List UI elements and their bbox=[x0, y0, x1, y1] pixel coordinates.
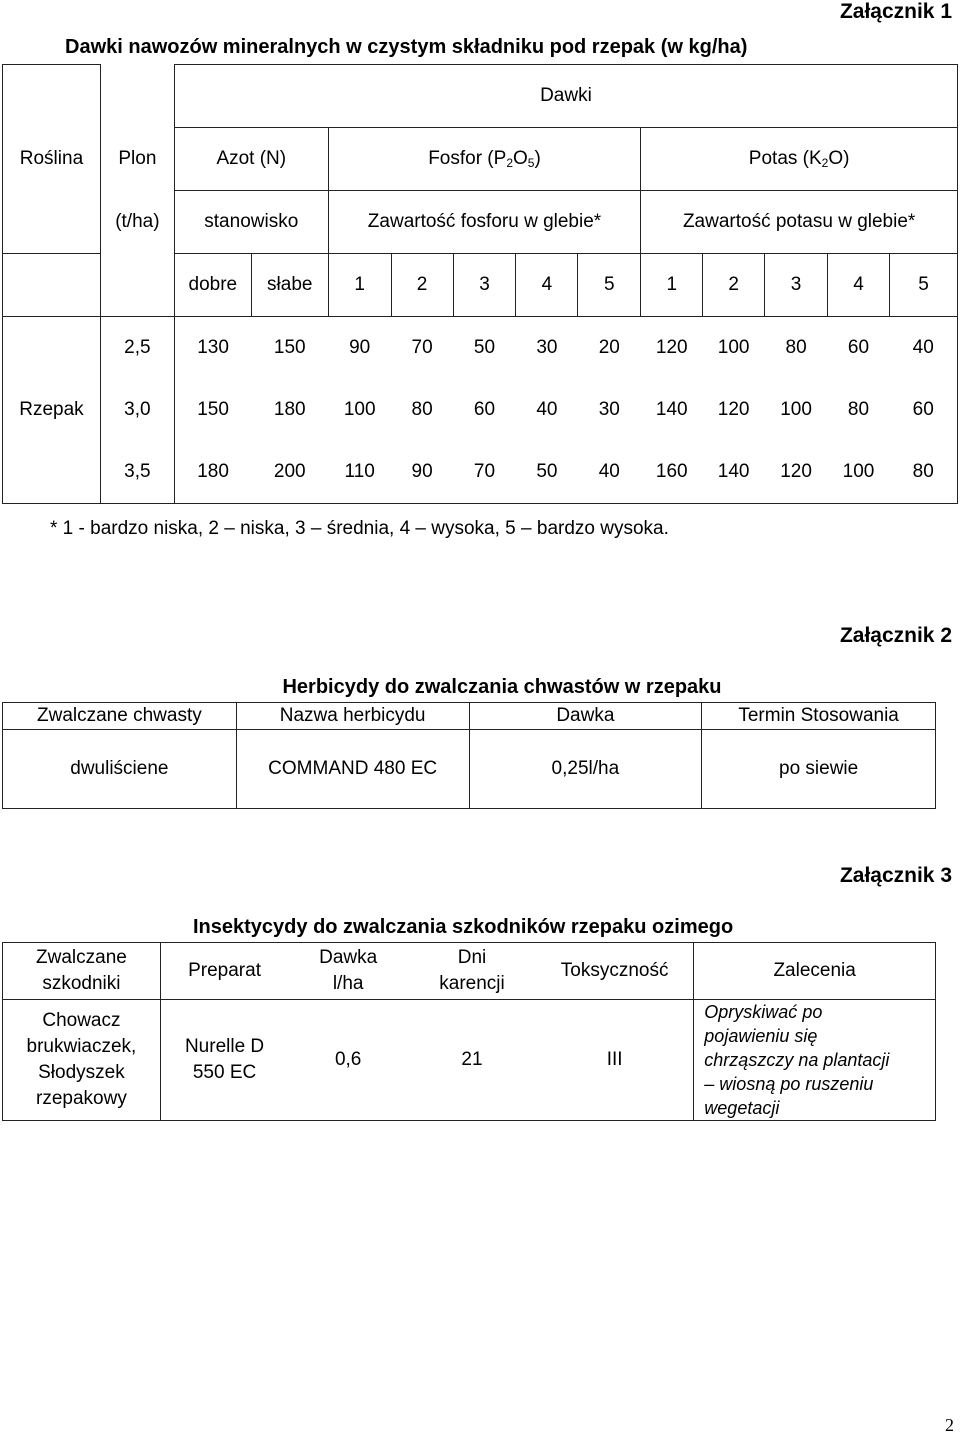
header-cell: Zwalczane szkodniki bbox=[3, 943, 161, 1000]
header-plon-unit: (t/ha) bbox=[100, 191, 174, 254]
crop-name: Rzepak bbox=[3, 317, 101, 504]
table-cell: 3,0 bbox=[100, 379, 174, 441]
table-cell: Nurelle D 550 EC bbox=[160, 1000, 288, 1121]
table-cell: 140 bbox=[703, 441, 765, 504]
blank-cell bbox=[3, 254, 101, 317]
table-cell: 150 bbox=[197, 399, 229, 420]
table-cell: 80 bbox=[889, 441, 957, 504]
header-plon-top bbox=[100, 65, 174, 128]
header-roslina: Roślina bbox=[3, 65, 101, 254]
table-cell: 40 bbox=[889, 317, 957, 380]
header-cell: Toksyczność bbox=[536, 943, 694, 1000]
table-cell: 70 bbox=[453, 441, 516, 504]
insecticide-table bbox=[2, 942, 936, 1121]
table-cell: 80 bbox=[411, 399, 433, 420]
header-stanowisko: stanowisko bbox=[174, 191, 328, 254]
table-cell: 180 bbox=[273, 399, 306, 420]
table-cell: 120 bbox=[641, 317, 703, 380]
page-number: 2 bbox=[945, 1415, 954, 1435]
header-cell: Dawka bbox=[469, 703, 702, 730]
annex3-title: Insektycydy do zwalczania szkodników rzepaku ozimego bbox=[193, 916, 734, 938]
herbicide-table bbox=[2, 702, 936, 809]
table-cell: 50 bbox=[453, 317, 516, 380]
header-potas: Potas $(K_2O)$ bbox=[641, 128, 958, 191]
header-cell: Termin Stosowania bbox=[702, 703, 936, 730]
footnote: * 1 - bardzo niska, 2 – niska, 3 – średnia, 4 – wysoka, 5 – bardzo wysoka. bbox=[50, 518, 669, 539]
annex1-label: Załącznik 1 bbox=[839, 0, 952, 23]
table-cell: III bbox=[536, 1000, 694, 1121]
table-cell: 0,25l/ha bbox=[469, 730, 702, 809]
table-cell: 130 bbox=[174, 317, 251, 380]
table-cell: 0,6 bbox=[288, 1000, 408, 1121]
table-cell: 100 bbox=[780, 399, 812, 420]
table-cell: 180 bbox=[174, 441, 251, 504]
subheader-cell: 2 bbox=[391, 254, 453, 317]
header-fosfor: Fosfor $(P_2O_5)$ bbox=[328, 128, 641, 191]
table-cell: 21 bbox=[408, 1000, 536, 1121]
subheader-cell: 1 bbox=[641, 254, 703, 317]
table-cell: 200 bbox=[251, 441, 328, 504]
subheader-cell: 2 bbox=[703, 254, 765, 317]
table-cell: dwuliściene bbox=[3, 730, 237, 809]
subheader-cell: 5 bbox=[889, 254, 957, 317]
header-zawartosc-fosforu: Zawartość fosforu w glebie* bbox=[328, 191, 641, 254]
header-cell: Preparat bbox=[160, 943, 288, 1000]
table-cell: 70 bbox=[391, 317, 453, 380]
table-cell: po siewie bbox=[702, 730, 936, 809]
table-cell: 80 bbox=[765, 317, 828, 380]
subheader-cell: 5 bbox=[578, 254, 641, 317]
table-cell: 3,5 bbox=[100, 441, 174, 504]
table-cell: 160 bbox=[641, 441, 703, 504]
annex1-title: Dawki nawozów mineralnych w czystym składniku pod rzepak (w kg/ha) bbox=[65, 36, 748, 58]
subheader-cell: 4 bbox=[828, 254, 890, 317]
table-cell: 120 bbox=[765, 441, 828, 504]
table-cell: 110 bbox=[328, 441, 391, 504]
table-cell: 90 bbox=[391, 441, 453, 504]
table-cell: 30 bbox=[598, 399, 620, 420]
table-cell: 2,5 bbox=[100, 317, 174, 380]
header-dawki: Dawki bbox=[174, 65, 957, 128]
table-cell: 60 bbox=[889, 379, 957, 441]
table-cell: Chowacz brukwiaczek, Słodyszek rzepakowy bbox=[3, 1000, 161, 1121]
table-cell: 90 bbox=[328, 317, 391, 380]
annex3-label: Załącznik 3 bbox=[839, 864, 952, 887]
header-cell: Zalecenia bbox=[694, 943, 936, 1000]
subheader-cell: 3 bbox=[453, 254, 516, 317]
table-cell: COMMAND 480 EC bbox=[236, 730, 469, 809]
table-cell: 40 bbox=[536, 399, 558, 420]
table-cell: 80 bbox=[847, 399, 870, 420]
table-cell: 150 bbox=[251, 317, 328, 380]
subheader-cell: 3 bbox=[765, 254, 828, 317]
table-cell: 60 bbox=[828, 317, 890, 380]
table-cell: 120 bbox=[717, 399, 750, 420]
header-azot: Azot (N) bbox=[174, 128, 328, 191]
header-cell: Dni karencji bbox=[408, 943, 536, 1000]
subheader-cell: słabe bbox=[251, 254, 328, 317]
table-cell: Opryskiwać po pojawieniu się chrząszczy na plantacji – wiosną po ruszeniu wegetacji bbox=[694, 1000, 936, 1121]
blank-cell bbox=[100, 254, 174, 317]
header-plon: Plon bbox=[100, 128, 174, 191]
header-cell: Zwalczane chwasty bbox=[3, 703, 237, 730]
header-cell: Nazwa herbicydu bbox=[236, 703, 469, 730]
table-cell: 100 bbox=[703, 317, 765, 380]
subheader-cell: 4 bbox=[516, 254, 578, 317]
subheader-cell: dobre bbox=[174, 254, 251, 317]
table-cell: 140 bbox=[655, 399, 688, 420]
table-cell: 30 bbox=[516, 317, 578, 380]
table-cell: 20 bbox=[578, 317, 641, 380]
fertilizer-dose-table bbox=[2, 64, 958, 504]
annex2-label: Załącznik 2 bbox=[839, 624, 952, 647]
subheader-cell: 1 bbox=[328, 254, 391, 317]
table-cell: 60 bbox=[473, 399, 496, 420]
header-zawartosc-potasu: Zawartość potasu w glebie* bbox=[641, 191, 958, 254]
table-cell: 100 bbox=[828, 441, 890, 504]
annex2-title: Herbicydy do zwalczania chwastów w rzepaku bbox=[282, 676, 722, 698]
table-cell: 50 bbox=[516, 441, 578, 504]
table-cell: 40 bbox=[578, 441, 641, 504]
header-cell: Dawka l/ha bbox=[288, 943, 408, 1000]
table-cell: 100 bbox=[343, 399, 376, 420]
